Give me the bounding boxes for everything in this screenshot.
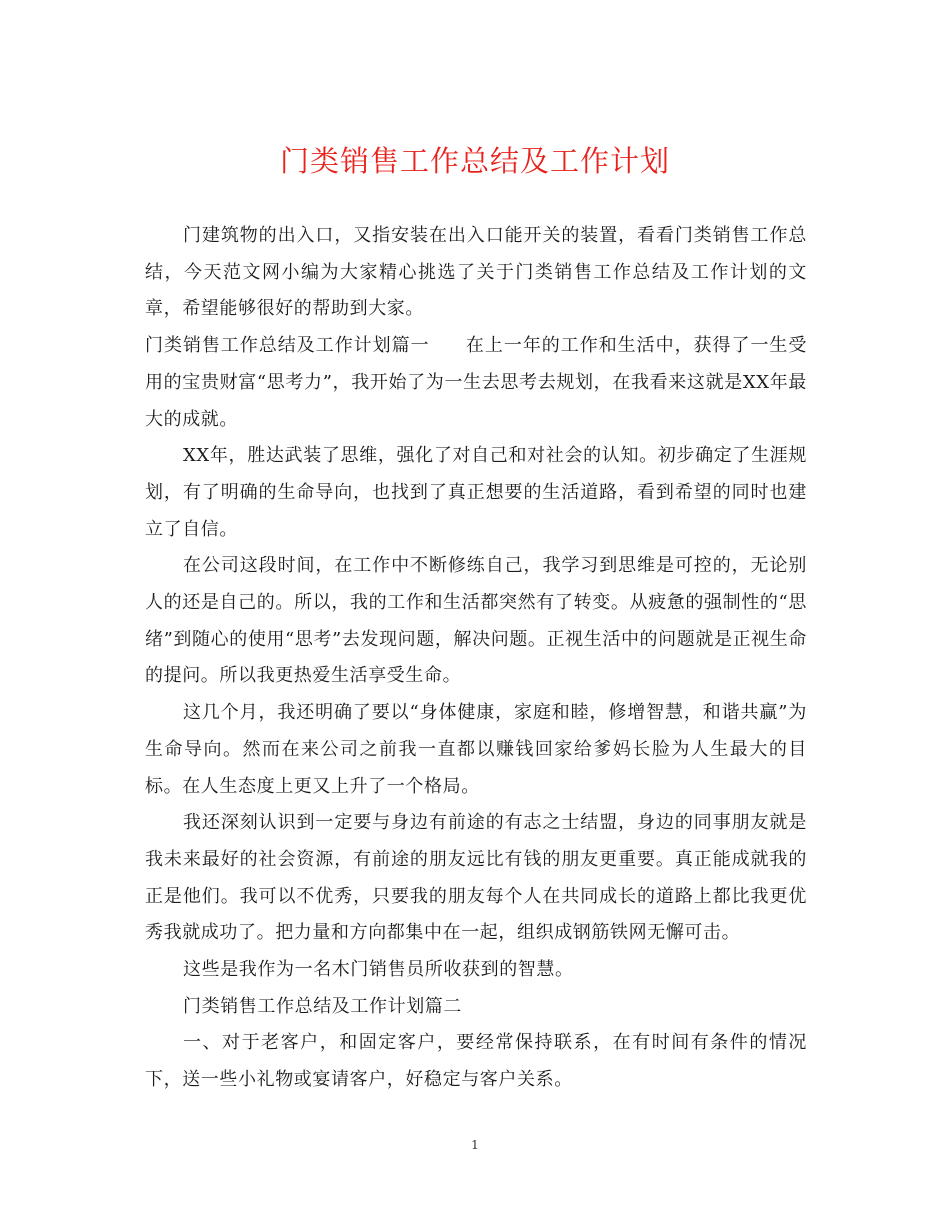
paragraph-xx-year: XX年，胜达武装了思维，强化了对自己和对社会的认知。初步确定了生涯规划，有了明确的生命导向，也找到了真正想要的生活道路，看到希望的同时也建立了自信。: [145, 445, 807, 540]
paragraph-wisdom: 这些是我作为一名木门销售员所收获到的智慧。: [183, 959, 574, 981]
section-heading-two: 门类销售工作总结及工作计划篇二: [183, 995, 462, 1017]
section-one-text: 在上一年的工作和生活中，获得了一生受用的宝贵财富“思考力”，我开始了为一生去思考去规划，在我看来这就是XX年最大的成就。: [145, 335, 807, 430]
document-title: 门类销售工作总结及工作计划: [279, 144, 670, 178]
document-body: [145, 218, 807, 1099]
page-number: 1: [471, 1138, 479, 1152]
paragraph-intro: 门建筑物的出入口，又指安装在出入口能开关的装置，看看门类销售工作总结，今天范文网小编为大家精心挑选了关于门类销售工作总结及工作计划的文章，希望能够很好的帮助到大家。: [145, 225, 807, 320]
paragraph-friends: 我还深刻认识到一定要与身边有前途的有志之士结盟，身边的同事朋友就是我未来最好的社会资源，有前途的朋友远比有钱的朋友更重要。真正能成就我的正是他们。我可以不优秀，只要我的朋友每个人在共同成长的道路上都比我更优秀我就成功了。把力量和方向都集中在一起，组织成钢筋铁网无懈可击。: [145, 812, 807, 944]
paragraph-company-time: 在公司这段时间，在工作中不断修练自己，我学习到思维是可控的，无论别人的还是自己的。所以，我的工作和生活都突然有了转变。从疲惫的强制性的“思绪”到随心的使用“思考”去发现问题，解决问题。正视生活中的问题就是正视生命的提问。所以我更热爱生活享受生命。: [145, 555, 807, 687]
paragraph-section-one: [145, 328, 807, 438]
section-heading-one: 门类销售工作总结及工作计划篇一: [145, 335, 430, 357]
paragraph-life-direction: 这几个月，我还明确了要以“身体健康，家庭和睦，修增智慧，和谐共赢”为生命导向。然而在来公司之前我一直都以赚钱回家给爹妈长脸为人生最大的目标。在人生态度上更又上升了一个格局。: [145, 702, 807, 797]
paragraph-old-customers: 一、对于老客户，和固定客户，要经常保持联系，在有时间有条件的情况下，送一些小礼物或宴请客户，好稳定与客户关系。: [145, 1032, 807, 1091]
